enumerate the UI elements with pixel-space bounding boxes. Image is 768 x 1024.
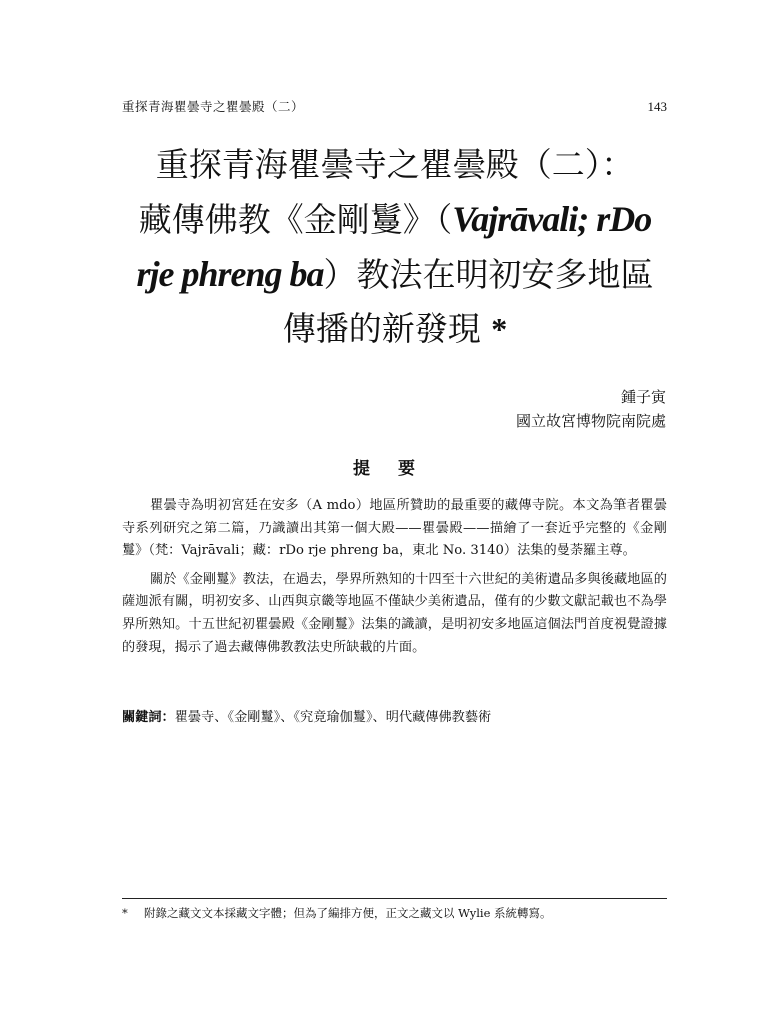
footnote — [122, 904, 667, 922]
title-line-4: 傳播的新發現 * — [282, 309, 508, 348]
author-name: 鍾子寅 — [620, 388, 666, 406]
keywords — [122, 707, 667, 729]
title-line-3: rje phreng ba）教法在明初安多地區 — [136, 254, 654, 294]
abstract-heading: 提要 — [353, 459, 443, 479]
footnote-text: 附錄之藏文文本採藏文字體；但為了編排方便，正文之藏文以 Wylie 系統轉寫。 — [144, 906, 552, 920]
article-title — [110, 138, 680, 356]
title-latin-rdo-rje: rje phreng ba — [136, 254, 324, 294]
abstract-paragraph-1: 瞿曇寺為明初宮廷在安多（A mdo）地區所贊助的最重要的藏傳寺院。本文為筆者瞿曇寺系列研究之第二篇，乃識讀出其第一個大殿——瞿曇殿——描繪了一套近乎完整的《金剛鬘》（梵：Vajrāvali；藏：rDo rje phreng ba，東北 No. 3140）法集的曼荼羅主尊。 — [122, 498, 667, 559]
title-latin-vajravali: Vajrāvali; rDo — [452, 199, 652, 239]
footnote-marker: * — [122, 906, 128, 920]
title-line-1: 重探青海瞿曇寺之瞿曇殿（二）： — [155, 145, 635, 184]
title-line-2: 藏傳佛教《金剛鬘》（Vajrāvali; rDo — [138, 199, 652, 239]
abstract-paragraph-2: 關於《金剛鬘》教法，在過去，學界所熟知的十四至十六世紀的美術遺品多與後藏地區的薩迦派有關，明初安多、山西與京畿等地區不僅缺少美術遺品，僅有的少數文獻記載也不為學界所熟知。十五世紀初瞿曇殿《金剛鬘》法集的識讀，是明初安多地區這個法門首度視覺證據的發現，揭示了過去藏傳佛教教法史所缺載的片面。 — [122, 571, 667, 655]
running-header-title: 重探青海瞿曇寺之瞿曇殿（二） — [122, 99, 305, 114]
keywords-label: 關鍵詞： — [122, 710, 175, 725]
keywords-text: 瞿曇寺、《金剛鬘》、《究竟瑜伽鬘》、明代藏傳佛教藝術 — [174, 710, 492, 725]
abstract-body — [122, 495, 667, 665]
title-footnote-marker: * — [491, 311, 508, 347]
author-block — [516, 385, 666, 433]
page-number: 143 — [647, 99, 667, 114]
author-affiliation: 國立故宮博物院南院處 — [515, 412, 666, 430]
running-header — [122, 97, 667, 117]
footnote-divider — [122, 898, 667, 899]
